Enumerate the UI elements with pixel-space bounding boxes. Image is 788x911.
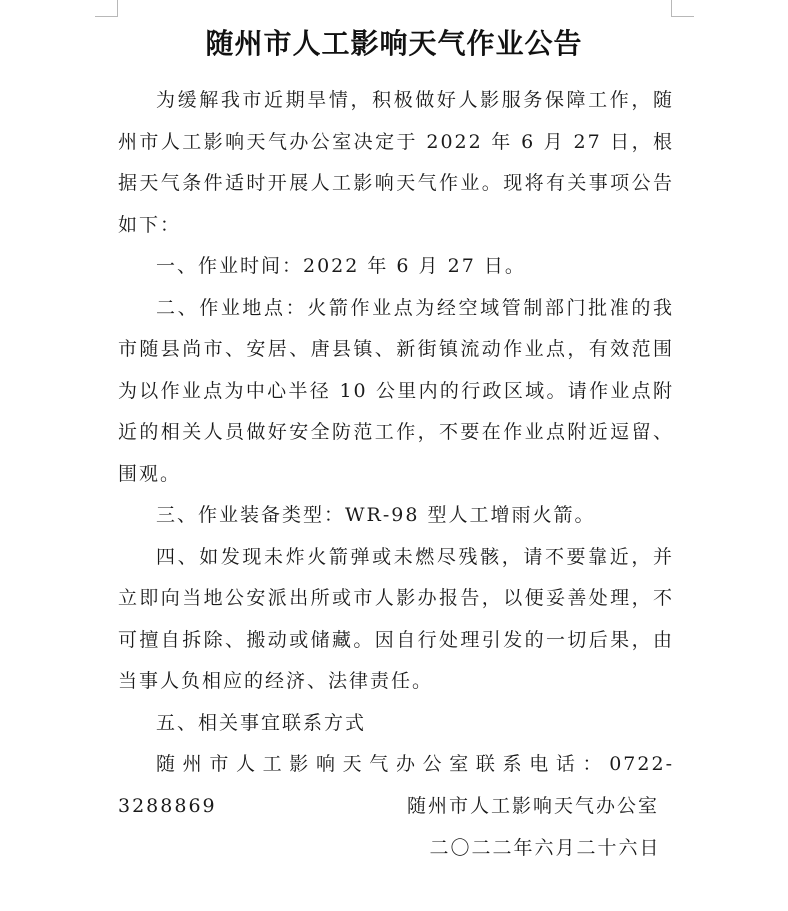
paragraph-equipment-type: 三、作业装备类型：WR-98 型人工增雨火箭。 [156,504,596,526]
page-corner-mark-top-left [95,0,118,17]
document-title: 随州市人工影响天气作业公告 [205,27,583,60]
paragraph-contact-heading: 五、相关事宜联系方式 [156,711,367,734]
paragraph-safety-notice: 四、如发现未炸火箭弹或未燃尽残骸，请不要靠近，并立即向当地公安派出所或市人影办报告，以便妥善处理，不可擅自拆除、搬动或储藏。因自行处理引发的一切后果，由当事人负相应的经济、法律责任。 [118,545,674,692]
paragraph-operation-time: 一、作业时间：2022 年 6 月 27 日。 [156,255,526,277]
document-body [118,80,674,827]
paragraph-intro: 为缓解我市近期旱情，积极做好人影服务保障工作，随州市人工影响天气办公室决定于 2022 年 6 月 27 日，根据天气条件适时开展人工影响天气作业。现将有关事项公告如下： [118,89,674,236]
paragraph-operation-location: 二、作业地点：火箭作业点为经空域管制部门批准的我市随县尚市、安居、唐县镇、新街镇流动作业点，有效范围为以作业点为中心半径 10 公里内的行政区域。请作业点附近的相关人员做好安全防范工作，不要在作业点附近逗留、围观。 [118,296,674,485]
paragraph-contact-phone: 随州市人工影响天气办公室联系电话：0722-3288869 [118,753,674,817]
signature-date: 二〇二二年六月二十六日 [429,837,661,859]
signature-organization: 随州市人工影响天气办公室 [406,795,659,817]
page-corner-mark-top-right [671,0,694,17]
